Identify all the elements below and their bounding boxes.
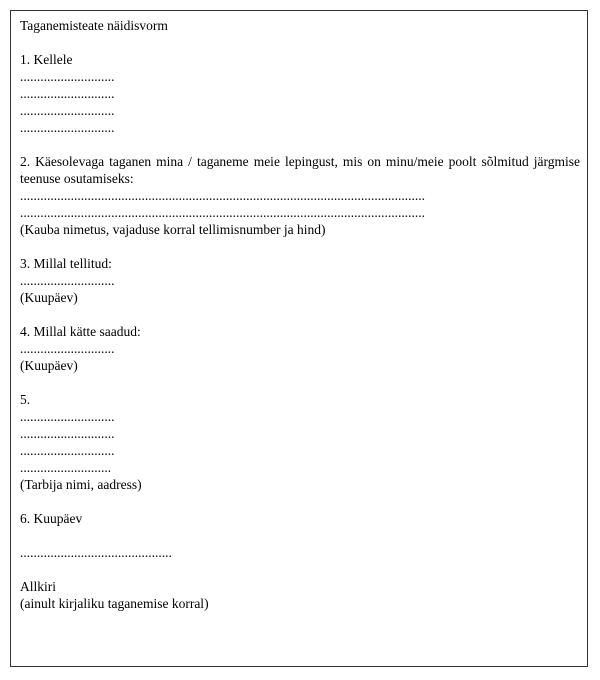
spacer [20, 34, 582, 51]
spacer [20, 493, 582, 510]
goods-note: (Kauba nimetus, vajaduse korral tellimisnumber ja hind) [20, 222, 326, 237]
section-3-heading: 3. Millal tellitud: [20, 256, 112, 271]
received-date-line: ............................ [20, 341, 115, 356]
form-title: Taganemisteate näidisvorm [20, 18, 168, 33]
date-line: ............................................. [20, 545, 172, 560]
recipient-line-1: ............................ [20, 69, 115, 84]
goods-line-1: ........................................................................................................................ [20, 188, 425, 203]
recipient-line-2: ............................ [20, 86, 115, 101]
spacer [20, 238, 582, 255]
section-4-heading: 4. Millal kätte saadud: [20, 324, 141, 339]
spacer [20, 374, 582, 391]
section-1-heading: 1. Kellele [20, 52, 73, 67]
spacer [20, 306, 582, 323]
section-6-heading: 6. Kuupäev [20, 511, 83, 526]
consumer-line-2: ............................ [20, 426, 115, 441]
order-date-note: (Kuupäev) [20, 290, 78, 305]
spacer [20, 136, 582, 153]
signature-label: Allkiri [20, 579, 56, 594]
spacer [20, 561, 582, 578]
section-2-heading: 2. Käesolevaga taganen mina / taganeme meie lepingust, mis on minu/meie poolt sõlmitud järgmise teenuse osutamiseks: [20, 154, 580, 186]
recipient-line-3: ............................ [20, 103, 115, 118]
section-5-heading: 5. [20, 392, 31, 407]
consumer-line-4: ........................... [20, 460, 112, 475]
consumer-note: (Tarbija nimi, aadress) [20, 477, 142, 492]
order-date-line: ............................ [20, 273, 115, 288]
goods-line-2: ........................................................................................................................ [20, 205, 425, 220]
recipient-line-4: ............................ [20, 120, 115, 135]
withdrawal-form [20, 17, 582, 612]
consumer-line-3: ............................ [20, 443, 115, 458]
signature-note: (ainult kirjaliku taganemise korral) [20, 596, 209, 611]
spacer [20, 527, 582, 544]
consumer-line-1: ............................ [20, 409, 115, 424]
received-date-note: (Kuupäev) [20, 358, 78, 373]
